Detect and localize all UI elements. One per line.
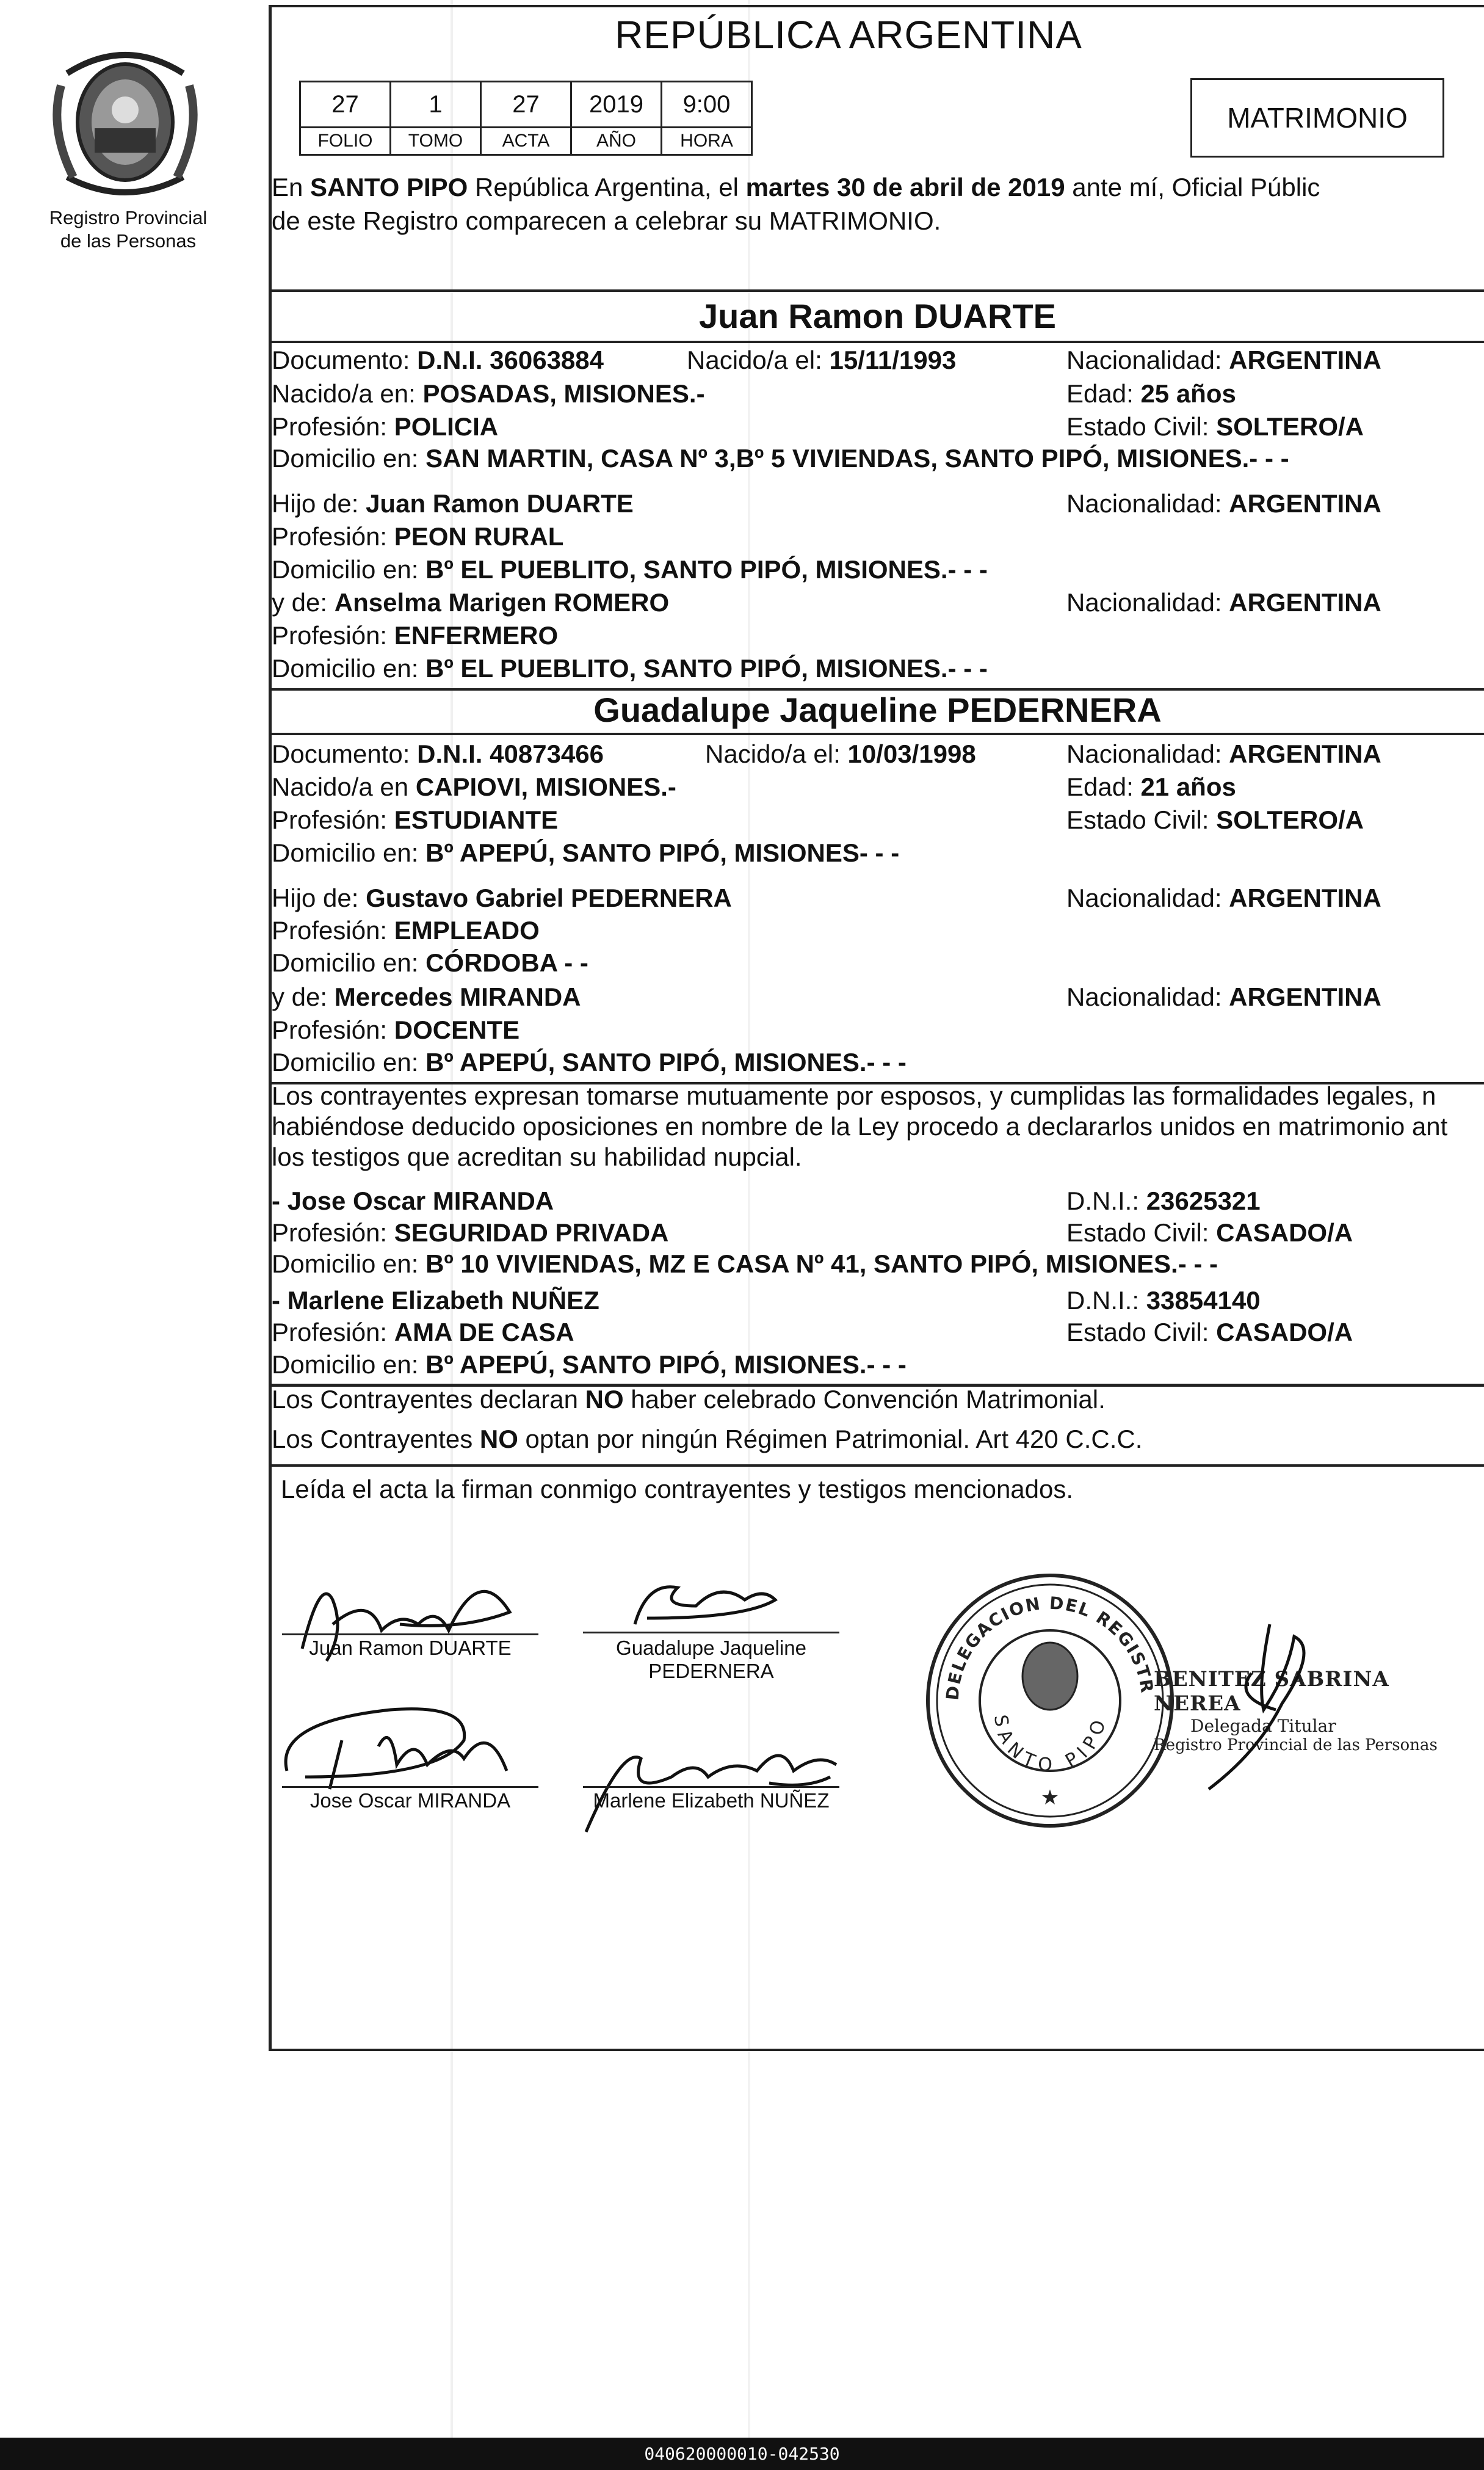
frame-bottom-border <box>269 2049 1484 2051</box>
witness1-profession: Profesión: SEGURIDAD PRIVADA <box>272 1218 669 1247</box>
year-value: 2019 <box>571 82 662 128</box>
witness2-name: - Marlene Elizabeth NUÑEZ <box>272 1286 599 1315</box>
spouse2-birthplace: Nacido/a en CAPIOVI, MISIONES.- <box>272 772 676 801</box>
spouse1-age: Edad: 25 años <box>1066 379 1236 408</box>
intro-line-1: En SANTO PIPO República Argentina, el martes 30 de abril de 2019 ante mí, Oficial Públic <box>272 173 1320 202</box>
spouse2-mother-nationality: Nacionalidad: ARGENTINA <box>1066 983 1381 1011</box>
acta-label: ACTA <box>481 128 571 155</box>
svg-text:SANTO PIPO: SANTO PIPO <box>989 1712 1111 1776</box>
spouse2-age: Edad: 21 años <box>1066 772 1236 801</box>
spouse2-address: Domicilio en: Bº APEPÚ, SANTO PIPÓ, MISIONES- - - <box>272 838 900 867</box>
witness1-civil-status: Estado Civil: CASADO/A <box>1066 1218 1353 1247</box>
folio-label: FOLIO <box>300 128 391 155</box>
svg-text:★: ★ <box>1040 1786 1060 1809</box>
spouse2-mother: y de: Mercedes MIRANDA <box>272 983 581 1011</box>
acta-value: 27 <box>481 82 571 128</box>
hour-value: 9:00 <box>662 82 752 128</box>
document-title: REPÚBLICA ARGENTINA <box>615 13 1082 57</box>
spouse2-name-heading: Guadalupe Jaqueline PEDERNERA <box>593 691 1162 729</box>
folio-value: 27 <box>300 82 391 128</box>
hour-label: HORA <box>662 128 752 155</box>
section-divider <box>269 289 1484 292</box>
closing-statement: Leída el acta la firman conmigo contrayentes y testigos mencionados. <box>281 1475 1074 1503</box>
official-round-seal <box>916 1563 1184 1838</box>
witness2-address: Domicilio en: Bº APEPÚ, SANTO PIPÓ, MISIONES.- - - <box>272 1350 907 1379</box>
spouse1-mother-nationality: Nacionalidad: ARGENTINA <box>1066 588 1381 617</box>
section-divider <box>269 1464 1484 1467</box>
witness1-name: - Jose Oscar MIRANDA <box>272 1186 554 1215</box>
spouse1-name-heading: Juan Ramon DUARTE <box>699 297 1056 335</box>
spouse2-birthdate: Nacido/a el: 10/03/1998 <box>705 739 976 768</box>
registry-label: Registro Provincial de las Personas <box>49 207 208 252</box>
tomo-label: TOMO <box>391 128 481 155</box>
declaration-line-1: Los contrayentes expresan tomarse mutuamente por esposos, y cumplidas las formalidades legales, n <box>272 1081 1436 1110</box>
signature-line <box>282 1633 538 1635</box>
year-label: AÑO <box>571 128 662 155</box>
spouse2-profession: Profesión: ESTUDIANTE <box>272 805 559 834</box>
signature-line <box>583 1632 839 1633</box>
section-divider <box>269 341 1484 343</box>
intro-line-2: de este Registro comparecen a celebrar su MATRIMONIO. <box>272 206 941 235</box>
spouse1-profession: Profesión: POLICIA <box>272 412 499 441</box>
spouse1-nationality: Nacionalidad: ARGENTINA <box>1066 346 1381 374</box>
document-id-footer: 040620000010-042530 <box>0 2438 1484 2470</box>
witness1-address: Domicilio en: Bº 10 VIVIENDAS, MZ E CASA Nº 41, SANTO PIPÓ, MISIONES.- - - <box>272 1249 1218 1278</box>
intro-date: martes 30 de abril de 2019 <box>745 173 1065 202</box>
spouse2-mother-address: Domicilio en: Bº APEPÚ, SANTO PIPÓ, MISIONES.- - - <box>272 1048 907 1077</box>
declaration-line-3: los testigos que acreditan su habilidad nupcial. <box>272 1142 802 1171</box>
spouse1-mother-profession: Profesión: ENFERMERO <box>272 621 559 650</box>
spouse1-birthplace: Nacido/a en: POSADAS, MISIONES.- <box>272 379 705 408</box>
spouse2-father-address: Domicilio en: CÓRDOBA - - <box>272 948 588 977</box>
spouse1-father-profession: Profesión: PEON RURAL <box>272 522 564 551</box>
signature-name-1: Juan Ramon DUARTE <box>309 1636 512 1659</box>
frame-top-border <box>269 5 1484 7</box>
officer-role: Delegada Titular <box>1190 1716 1336 1736</box>
spouse1-father: Hijo de: Juan Ramon DUARTE <box>272 489 634 518</box>
province-coat-of-arms-logo <box>43 37 208 202</box>
tomo-value: 1 <box>391 82 481 128</box>
signature-name-4: Marlene Elizabeth NUÑEZ <box>593 1789 830 1812</box>
officer-org: Registro Provincial de las Personas <box>1154 1736 1438 1754</box>
officer-signature <box>1184 1612 1343 1795</box>
regime-statement: Los Contrayentes NO optan por ningún Régimen Patrimonial. Art 420 C.C.C. <box>272 1425 1143 1453</box>
signature-line <box>282 1786 538 1788</box>
record-type-box: MATRIMONIO <box>1190 78 1444 158</box>
spouse1-document: Documento: D.N.I. 36063884 <box>272 346 604 374</box>
witness2-profession: Profesión: AMA DE CASA <box>272 1318 574 1346</box>
registration-fields-table <box>299 81 753 156</box>
witness2-civil-status: Estado Civil: CASADO/A <box>1066 1318 1353 1346</box>
spouse1-mother: y de: Anselma Marigen ROMERO <box>272 588 670 617</box>
witness1-dni: D.N.I.: 23625321 <box>1066 1186 1261 1215</box>
spouse2-father-profession: Profesión: EMPLEADO <box>272 916 540 945</box>
spouse2-civil-status: Estado Civil: SOLTERO/A <box>1066 805 1364 834</box>
svg-text:DELEGACION DEL REGISTRO PROVIN: DELEGACION DEL REGISTR <box>942 1593 1157 1701</box>
signature-name-2: Guadalupe Jaqueline PEDERNERA <box>616 1636 806 1682</box>
signature-line <box>583 1786 839 1788</box>
spouse2-father: Hijo de: Gustavo Gabriel PEDERNERA <box>272 884 732 912</box>
officer-name: BENITEZ SABRINA NEREA <box>1154 1667 1389 1716</box>
spouse1-father-nationality: Nacionalidad: ARGENTINA <box>1066 489 1381 518</box>
section-divider <box>269 733 1484 735</box>
signature-name-3: Jose Oscar MIRANDA <box>309 1789 511 1812</box>
spouse2-mother-profession: Profesión: DOCENTE <box>272 1015 520 1044</box>
spouse1-birthdate: Nacido/a el: 15/11/1993 <box>687 346 957 374</box>
spouse1-civil-status: Estado Civil: SOLTERO/A <box>1066 412 1364 441</box>
spouse2-father-nationality: Nacionalidad: ARGENTINA <box>1066 884 1381 912</box>
intro-place: SANTO PIPO <box>310 173 468 202</box>
spouse2-document: Documento: D.N.I. 40873466 <box>272 739 604 768</box>
spouse1-address: Domicilio en: SAN MARTIN, CASA Nº 3,Bº 5 VIVIENDAS, SANTO PIPÓ, MISIONES.- - - <box>272 444 1289 473</box>
convention-statement: Los Contrayentes declaran NO haber celebrado Convención Matrimonial. <box>272 1385 1106 1414</box>
spouse1-mother-address: Domicilio en: Bº EL PUEBLITO, SANTO PIPÓ, MISIONES.- - - <box>272 654 988 683</box>
signature-juan-ramon-duarte <box>278 1557 534 1679</box>
witness2-dni: D.N.I.: 33854140 <box>1066 1286 1261 1315</box>
declaration-line-2: habiéndose deducido oposiciones en nombre de la Ley procedo a declararlos unidos en matrimonio ant <box>272 1112 1448 1141</box>
spouse1-father-address: Domicilio en: Bº EL PUEBLITO, SANTO PIPÓ, MISIONES.- - - <box>272 555 988 584</box>
spouse2-nationality: Nacionalidad: ARGENTINA <box>1066 739 1381 768</box>
